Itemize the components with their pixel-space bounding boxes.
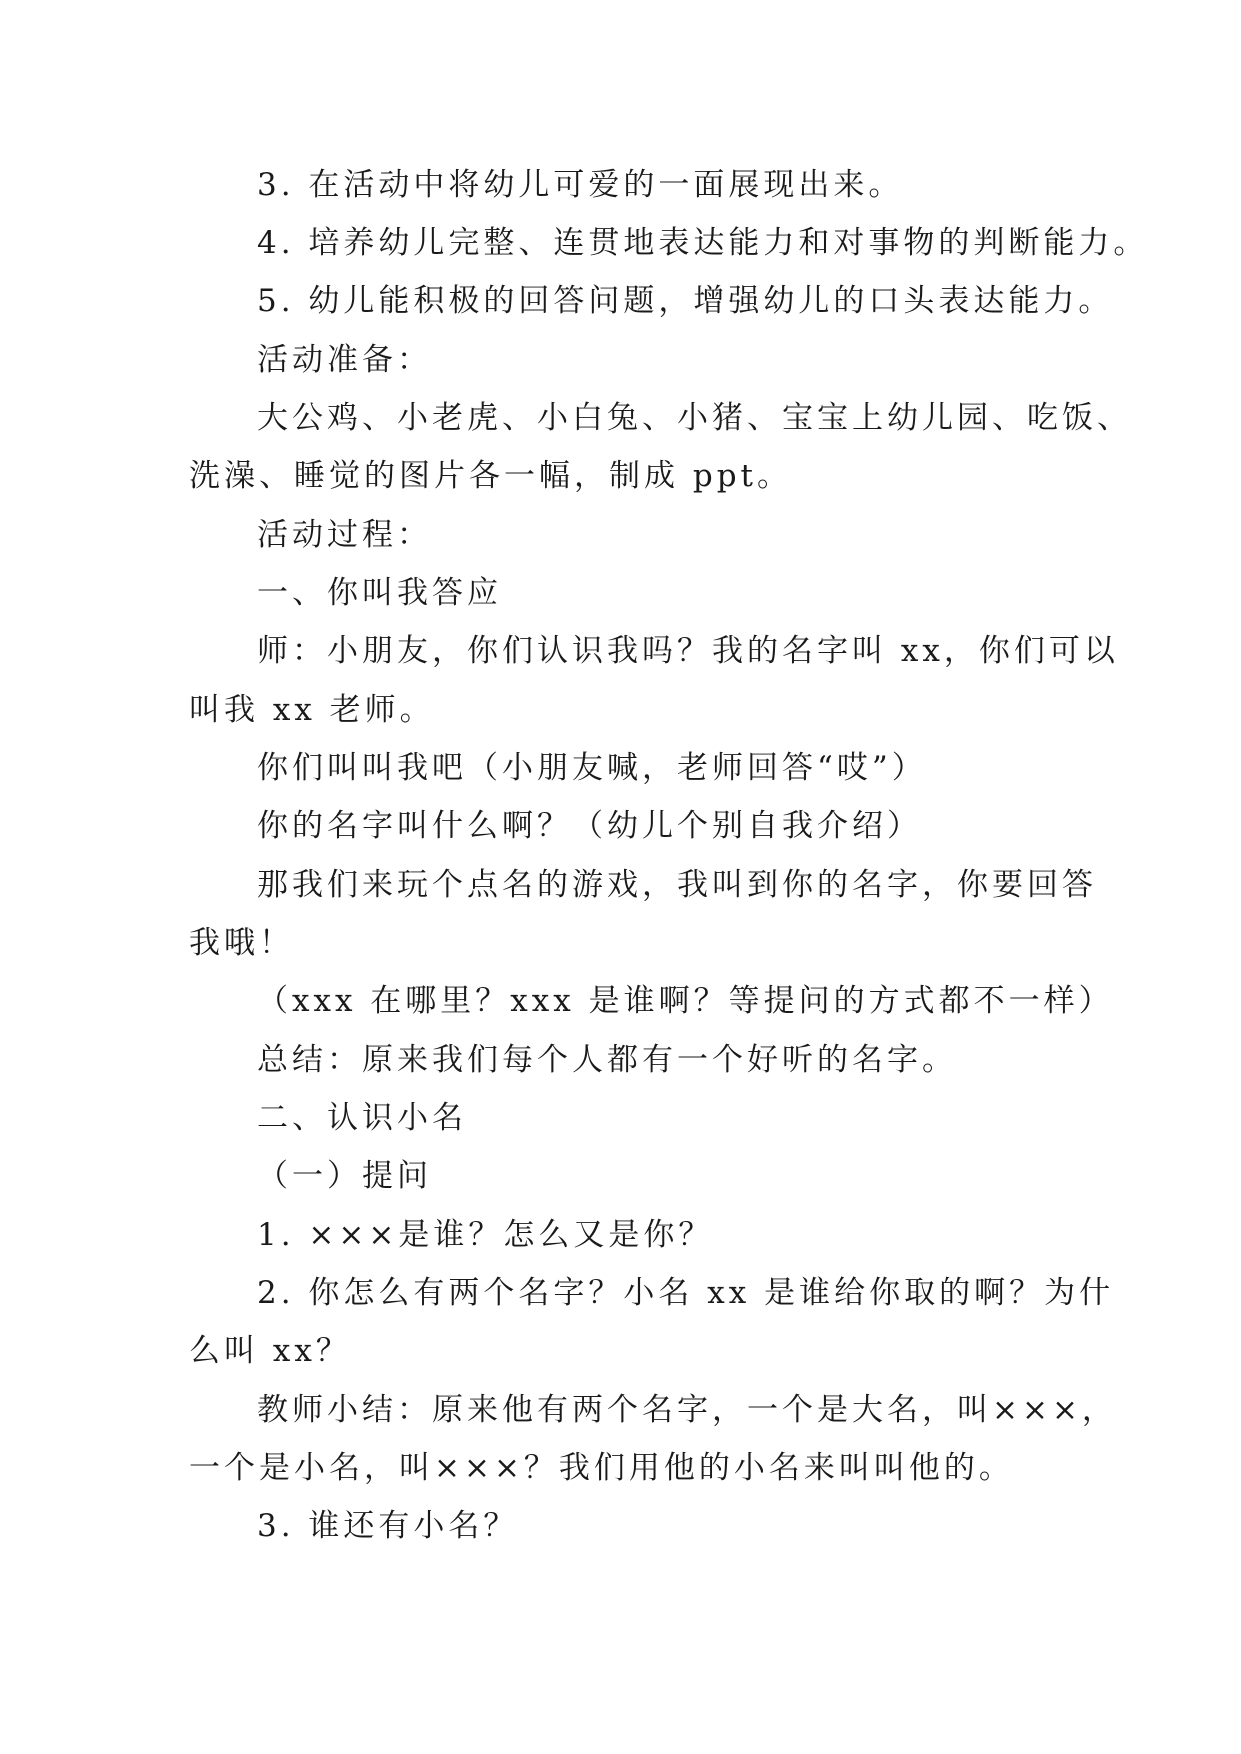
- text-line: 总结：原来我们每个人都有一个好听的名字。: [257, 1042, 957, 1078]
- text-line: 大公鸡、小老虎、小白兔、小猪、宝宝上幼儿园、吃饭、: [257, 400, 1132, 436]
- text-line: 你的名字叫什么啊？（幼儿个别自我介绍）: [257, 808, 922, 844]
- text-line: 一、你叫我答应: [257, 575, 502, 611]
- text-line: 5. 幼儿能积极的回答问题，增强幼儿的口头表达能力。: [257, 283, 1114, 319]
- text-line: 一个是小名，叫×××？我们用他的小名来叫叫他的。: [189, 1450, 1014, 1486]
- text-line: 师：小朋友，你们认识我吗？我的名字叫 xx，你们可以: [257, 633, 1119, 669]
- text-line: 3. 谁还有小名？: [257, 1508, 519, 1544]
- text-line: （一）提问: [257, 1158, 432, 1194]
- text-line: 你们叫叫我吧（小朋友喊，老师回答“哎”）: [257, 750, 927, 786]
- text-line: 活动准备：: [257, 342, 432, 378]
- text-line: 活动过程：: [257, 517, 432, 553]
- text-line: 洗澡、睡觉的图片各一幅，制成 ppt。: [189, 458, 792, 494]
- text-line: 2. 你怎么有两个名字？小名 xx 是谁给你取的啊？为什: [257, 1275, 1115, 1311]
- text-line: 叫我 xx 老师。: [189, 692, 435, 728]
- text-line: 4. 培养幼儿完整、连贯地表达能力和对事物的判断能力。: [257, 225, 1149, 261]
- text-line: 3. 在活动中将幼儿可爱的一面展现出来。: [257, 167, 904, 203]
- text-line: （xxx 在哪里？xxx 是谁啊？等提问的方式都不一样）: [257, 983, 1114, 1019]
- text-line: 那我们来玩个点名的游戏，我叫到你的名字，你要回答: [257, 867, 1097, 903]
- text-line: 1. ×××是谁？怎么又是你？: [257, 1217, 714, 1253]
- text-line: 二、认识小名: [257, 1100, 467, 1136]
- text-line: 么叫 xx？: [189, 1333, 351, 1369]
- text-line: 我哦！: [189, 925, 294, 961]
- text-line: 教师小结：原来他有两个名字，一个是大名，叫×××，: [257, 1392, 1117, 1428]
